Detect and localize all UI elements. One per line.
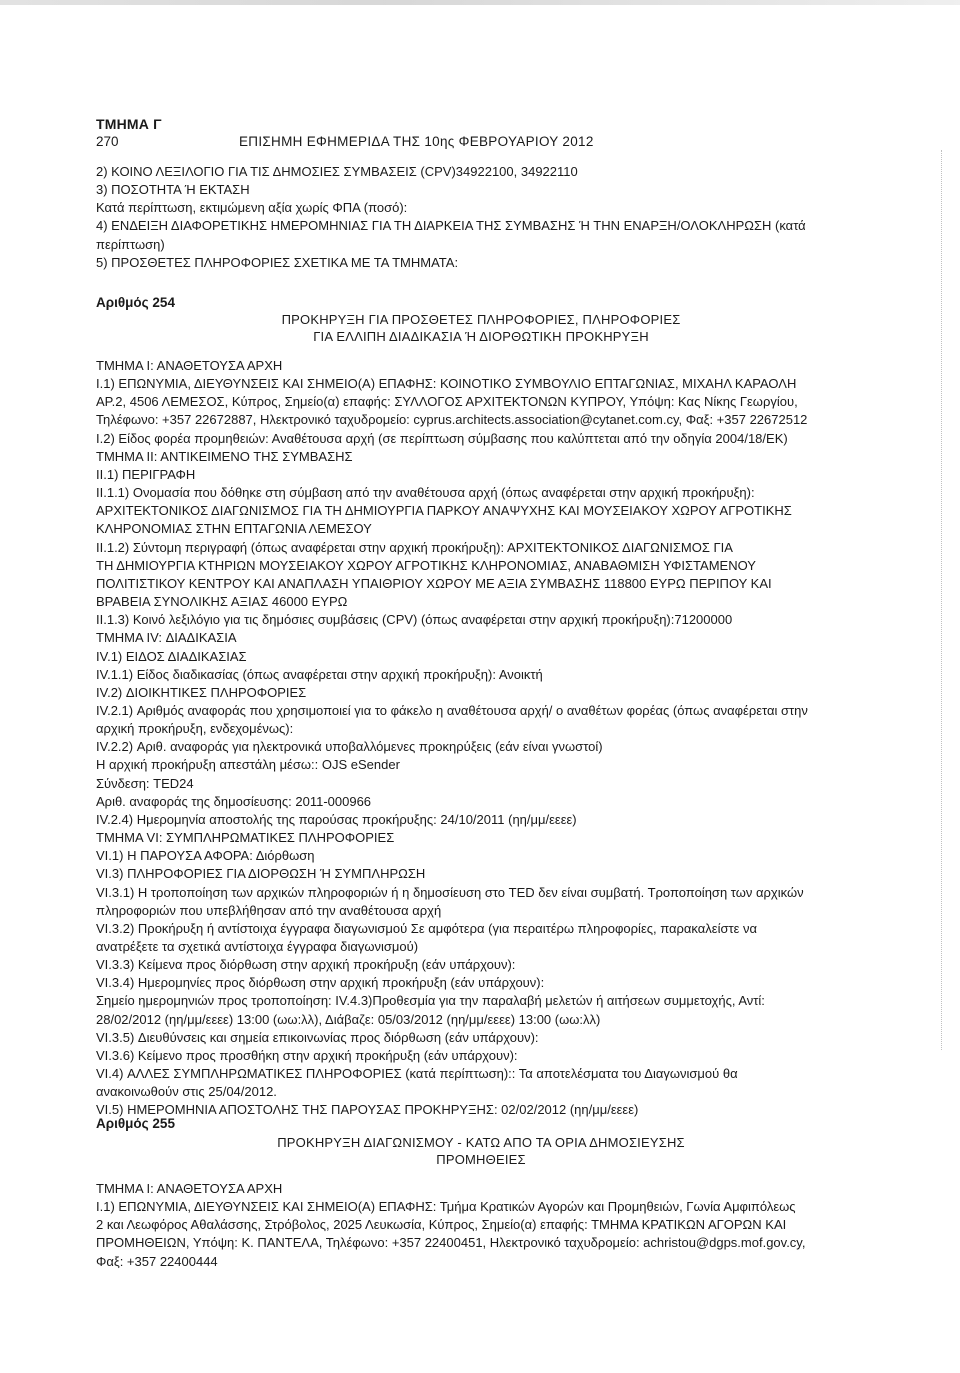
intro-line: 4) ΕΝΔΕΙΞΗ ΔΙΑΦΟΡΕΤΙΚΗΣ ΗΜΕΡΟΜΗΝΙΑΣ ΓΙΑ ΤΗ ΔΙΑΡΚΕΙΑ ΤΗΣ ΣΥΜΒΑΣΗΣ Ή ΤΗΝ ΕΝΑΡΞΗ/ΟΛΟΚΛΗΡΩΣΗ (κατά [96,218,806,234]
body-line: ΙΙ.1.1) Ονομασία που δόθηκε στη σύμβαση από την αναθέτουσα αρχή (όπως αναφέρεται στην αρχική προκήρυξη): [96,485,755,501]
body-line: VI.3.6) Κείμενο προς προσθήκη στην αρχική προκήρυξη (εάν υπάρχουν): [96,1047,518,1063]
intro-line: Κατά περίπτωση, εκτιμώμενη αξία χωρίς ΦΠΑ (ποσό): [96,200,408,216]
body-line: πληροφοριών που υπεβλήθησαν από την αναθέτουσα αρχή [96,902,442,918]
body-line: VI.3.4) Ημερομηνίες προς διόρθωση στην αρχική προκήρυξη (εάν υπάρχουν): [96,975,545,991]
body-line: Η αρχική προκήρυξη απεστάλη μέσω:: OJS eSender [96,757,400,773]
body-line: ΑΡ.2, 4506 ΛΕΜΕΣΟΣ, Κύπρος, Σημείο(α) επαφής: ΣΥΛΛΟΓΟΣ ΑΡΧΙΤΕΚΤΟΝΩΝ ΚΥΠΡΟΥ, Υπόψη: Κας Νίκης Γεωργίου, [96,394,798,410]
notice-title-line: ΠΡΟΚΗΡΥΞΗ ΔΙΑΓΩΝΙΣΜΟΥ - ΚΑΤΩ ΑΠΟ ΤΑ ΟΡΙΑ ΔΗΜΟΣΙΕΥΣΗΣ [277,1135,685,1150]
scan-right-edge [940,150,942,1050]
notice-254-title [96,311,866,345]
notice-title-line: ΓΙΑ ΕΛΛΙΠΗ ΔΙΑΔΙΚΑΣΙΑ Ή ΔΙΟΡΘΩΤΙΚΗ ΠΡΟΚΗΡΥΞΗ [313,329,649,344]
body-line: ΠΡΟΜΗΘΕΙΩΝ, Υπόψη: Κ. ΠΑΝΤΕΛΑ, Τηλέφωνο: +357 22400451, Ηλεκτρονικό ταχυδρομείο: achristou@dgps.mof.gov.cy, [96,1235,806,1251]
intro-line: 5) ΠΡΟΣΘΕΤΕΣ ΠΛΗΡΟΦΟΡΙΕΣ ΣΧΕΤΙΚΑ ΜΕ ΤΑ ΤΜΗΜΑΤΑ: [96,254,459,270]
body-line: ΤΜΗΜΑ ΙΙ: ΑΝΤΙΚΕΙΜΕΝΟ ΤΗΣ ΣΥΜΒΑΣΗΣ [96,448,353,464]
body-line: ΑΡΧΙΤΕΚΤΟΝΙΚΟΣ ΔΙΑΓΩΝΙΣΜΟΣ ΓΙΑ ΤΗ ΔΗΜΙΟΥΡΓΙΑ ΠΑΡΚΟΥ ΑΝΑΨΥΧΗΣ ΚΑΙ ΜΟΥΣΕΙΑΚΟΥ ΧΩΡΟΥ ΑΓΡΟΤΙΚΗΣ [96,503,792,519]
intro-block [96,163,866,272]
body-line: ανακοινωθούν στις 25/04/2012. [96,1084,277,1100]
body-line: ΒΡΑΒΕΙΑ ΣΥΝΟΛΙΚΗΣ ΑΞΙΑΣ 46000 ΕΥΡΩ [96,594,348,610]
body-line: VI.5) ΗΜΕΡΟΜΗΝΙΑ ΑΠΟΣΤΟΛΗΣ ΤΗΣ ΠΑΡΟΥΣΑΣ ΠΡΟΚΗΡΥΞΗΣ: 02/02/2012 (ηη/μμ/εεεε) [96,1102,639,1118]
body-line: Φαξ: +357 22400444 [96,1253,218,1269]
body-line: VI.3) ΠΛΗΡΟΦΟΡΙΕΣ ΓΙΑ ΔΙΟΡΘΩΣΗ Ή ΣΥΜΠΛΗΡΩΣΗ [96,866,426,882]
notice-254-number: Αριθμός 254 [96,295,175,310]
scan-top-edge [0,0,960,5]
body-line: Αριθ. αναφοράς της δημοσίευσης: 2011-000966 [96,793,372,809]
notice-title-line: ΠΡΟΜΗΘΕΙΕΣ [436,1152,526,1167]
body-line: Ι.2) Είδος φορέα προμηθειών: Αναθέτουσα αρχή (σε περίπτωση σύμβασης που καλύπτεται από την οδηγία 2004/18/ΕΚ) [96,430,788,446]
body-line: 2 και Λεωφόρος Αθαλάσσης, Στρόβολος, 2025 Λευκωσία, Κύπρος, Σημείο(α) επαφής: ΤΜΗΜΑ ΚΡΑΤΙΚΩΝ ΑΓΟΡΩΝ ΚΑΙ [96,1217,787,1233]
body-line: VI.3.5) Διευθύνσεις και σημεία επικοινωνίας προς διόρθωση (εάν υπάρχουν): [96,1029,539,1045]
notice-254-body [96,357,866,1120]
body-line: IV.2.2) Αριθ. αναφοράς για ηλεκτρονικά υποβαλλόμενες προκηρύξεις (εάν είναι γνωστοί) [96,739,603,755]
body-line: ΤΜΗΜΑ Ι: ΑΝΑΘΕΤΟΥΣΑ ΑΡΧΗ [96,1181,283,1196]
body-line: IV.2.4) Ημερομηνία αποστολής της παρούσας προκήρυξης: 24/10/2011 (ηη/μμ/εεεε) [96,811,577,827]
body-line: ΤΜΗΜΑ IV: ΔΙΑΔΙΚΑΣΙΑ [96,630,237,646]
intro-line: 2) ΚΟΙΝΟ ΛΕΞΙΛΟΓΙΟ ΓΙΑ ΤΙΣ ΔΗΜΟΣΙΕΣ ΣΥΜΒΑΣΕΙΣ (CPV)34922100, 34922110 [96,164,578,179]
body-line: ΤΜΗΜΑ Ι: ΑΝΑΘΕΤΟΥΣΑ ΑΡΧΗ [96,358,283,373]
body-line: ΤΗ ΔΗΜΙΟΥΡΓΙΑ ΚΤΗΡΙΩΝ ΜΟΥΣΕΙΑΚΟΥ ΧΩΡΟΥ ΑΓΡΟΤΙΚΗΣ ΚΛΗΡΟΝΟΜΙΑΣ, ΑΝΑΒΑΘΜΙΣΗ ΥΦΙΣΤΑΜΕΝΟΥ [96,557,756,573]
notice-255-number: Αριθμός 255 [96,1116,175,1131]
body-line: ΙΙ.1.3) Κοινό λεξιλόγιο για τις δημόσιες συμβάσεις (CPV) (όπως αναφέρεται στην αρχική προκήρυξη):71200000 [96,612,733,628]
notice-255-title [96,1134,866,1168]
body-line: ΤΜΗΜΑ VI: ΣΥΜΠΛΗΡΩΜΑΤΙΚΕΣ ΠΛΗΡΟΦΟΡΙΕΣ [96,830,395,846]
body-line: VI.4) ΑΛΛΕΣ ΣΥΜΠΛΗΡΩΜΑΤΙΚΕΣ ΠΛΗΡΟΦΟΡΙΕΣ (κατά περίπτωση):: Τα αποτελέσματα του Διαγωνισμού θα [96,1066,738,1082]
page-number: 270 [96,134,119,149]
body-line: VI.3.3) Κείμενα προς διόρθωση στην αρχική προκήρυξη (εάν υπάρχουν): [96,957,516,973]
body-line: ΠΟΛΙΤΙΣΤΙΚΟΥ ΚΕΝΤΡΟΥ ΚΑΙ ΑΝΑΠΛΑΣΗ ΥΠΑΙΘΡΙΟΥ ΧΩΡΟΥ ΜΕ ΑΞΙΑ ΣΥΜΒΑΣΗΣ 118800 ΕΥΡΩ ΠΕΡΙΠΟΥ ΚΑΙ [96,575,772,591]
intro-line: 3) ΠΟΣΟΤΗΤΑ Ή ΕΚΤΑΣΗ [96,182,250,198]
body-line: IV.1.1) Είδος διαδικασίας (όπως αναφέρεται στην αρχική προκήρυξη): Ανοικτή [96,666,543,682]
body-line: VI.3.1) Η τροποποίηση των αρχικών πληροφοριών ή η δημοσίευση στο TED δεν είναι συμβατή. Τροποποίηση των αρχικών [96,884,804,900]
gazette-title: ΕΠΙΣΗΜΗ ΕΦΗΜΕΡΙΔΑ ΤΗΣ 10ης ΦΕΒΡΟΥΑΡΙΟΥ 2012 [239,134,594,149]
notice-title-line: ΠΡΟΚΗΡΥΞΗ ΓΙΑ ΠΡΟΣΘΕΤΕΣ ΠΛΗΡΟΦΟΡΙΕΣ, ΠΛΗΡΟΦΟΡΙΕΣ [281,312,681,327]
body-line: αρχική προκήρυξη, ενδεχομένως): [96,721,294,737]
body-line: ΚΛΗΡΟΝΟΜΙΑΣ ΣΤΗΝ ΕΠΤΑΓΩΝΙΑ ΛΕΜΕΣΟΥ [96,521,372,537]
body-line: IV.2) ΔΙΟΙΚΗΤΙΚΕΣ ΠΛΗΡΟΦΟΡΙΕΣ [96,684,307,700]
body-line: Ι.1) ΕΠΩΝΥΜΙΑ, ΔΙΕΥΘΥΝΣΕΙΣ ΚΑΙ ΣΗΜΕΙΟ(Α) ΕΠΑΦΗΣ: ΚΟΙΝΟΤΙΚΟ ΣΥΜΒΟΥΛΙΟ ΕΠΤΑΓΩΝΙΑΣ, ΜΙΧΑΗΛ ΚΑΡΑΟΛΗ [96,376,797,392]
body-line: ΙΙ.1.2) Σύντομη περιγραφή (όπως αναφέρεται στην αρχική προκήρυξη): ΑΡΧΙΤΕΚΤΟΝΙΚΟΣ ΔΙΑΓΩΝΙΣΜΟΣ ΓΙΑ [96,539,733,555]
body-line: ΙΙ.1) ΠΕΡΙΓΡΑΦΗ [96,466,196,482]
body-line: Ι.1) ΕΠΩΝΥΜΙΑ, ΔΙΕΥΘΥΝΣΕΙΣ ΚΑΙ ΣΗΜΕΙΟ(Α) ΕΠΑΦΗΣ: Τμήμα Κρατικών Αγορών και Προμηθειών, Γωνία Αμφιπόλεως [96,1199,796,1215]
body-line: Σημείο ημερομηνιών προς τροποποίηση: IV.4.3)Προθεσμία για την παραλαβή μελετών ή αιτήσεων συμμετοχής, Αντί: [96,993,765,1009]
section-label: ΤΜΗΜΑ Γ [96,116,162,132]
body-line: IV.1) ΕΙΔΟΣ ΔΙΑΔΙΚΑΣΙΑΣ [96,648,247,664]
intro-line: περίπτωση) [96,236,165,252]
body-line: Τηλέφωνο: +357 22672887, Ηλεκτρονικό ταχυδρομείο: cyprus.architects.association@cytanet.com.cy, Φαξ: +357 22672512 [96,412,808,428]
body-line: VI.1) Η ΠΑΡΟΥΣΑ ΑΦΟΡΑ: Διόρθωση [96,848,315,864]
body-line: IV.2.1) Αριθμός αναφοράς που χρησιμοποιεί για το φάκελο η αναθέτουσα αρχή/ ο αναθέτων φορέας (όπως αναφέρεται στην [96,702,808,718]
body-line: VI.3.2) Προκήρυξη ή αντίστοιχα έγγραφα διαγωνισμού Σε αμφότερα (για περαιτέρω πληροφορίες, παρακαλείστε να [96,920,758,936]
page-header [96,134,916,152]
notice-255-body [96,1180,866,1271]
body-line: 28/02/2012 (ηη/μμ/εεεε) 13:00 (ωω:λλ), Διάβαζε: 05/03/2012 (ηη/μμ/εεεε) 13:00 (ωω:λλ) [96,1011,601,1027]
body-line: ανατρέξετε τα σχετικά αντίστοιχα έγγραφα διαγωνισμού) [96,939,419,954]
body-line: Σύνδεση: TED24 [96,775,194,791]
